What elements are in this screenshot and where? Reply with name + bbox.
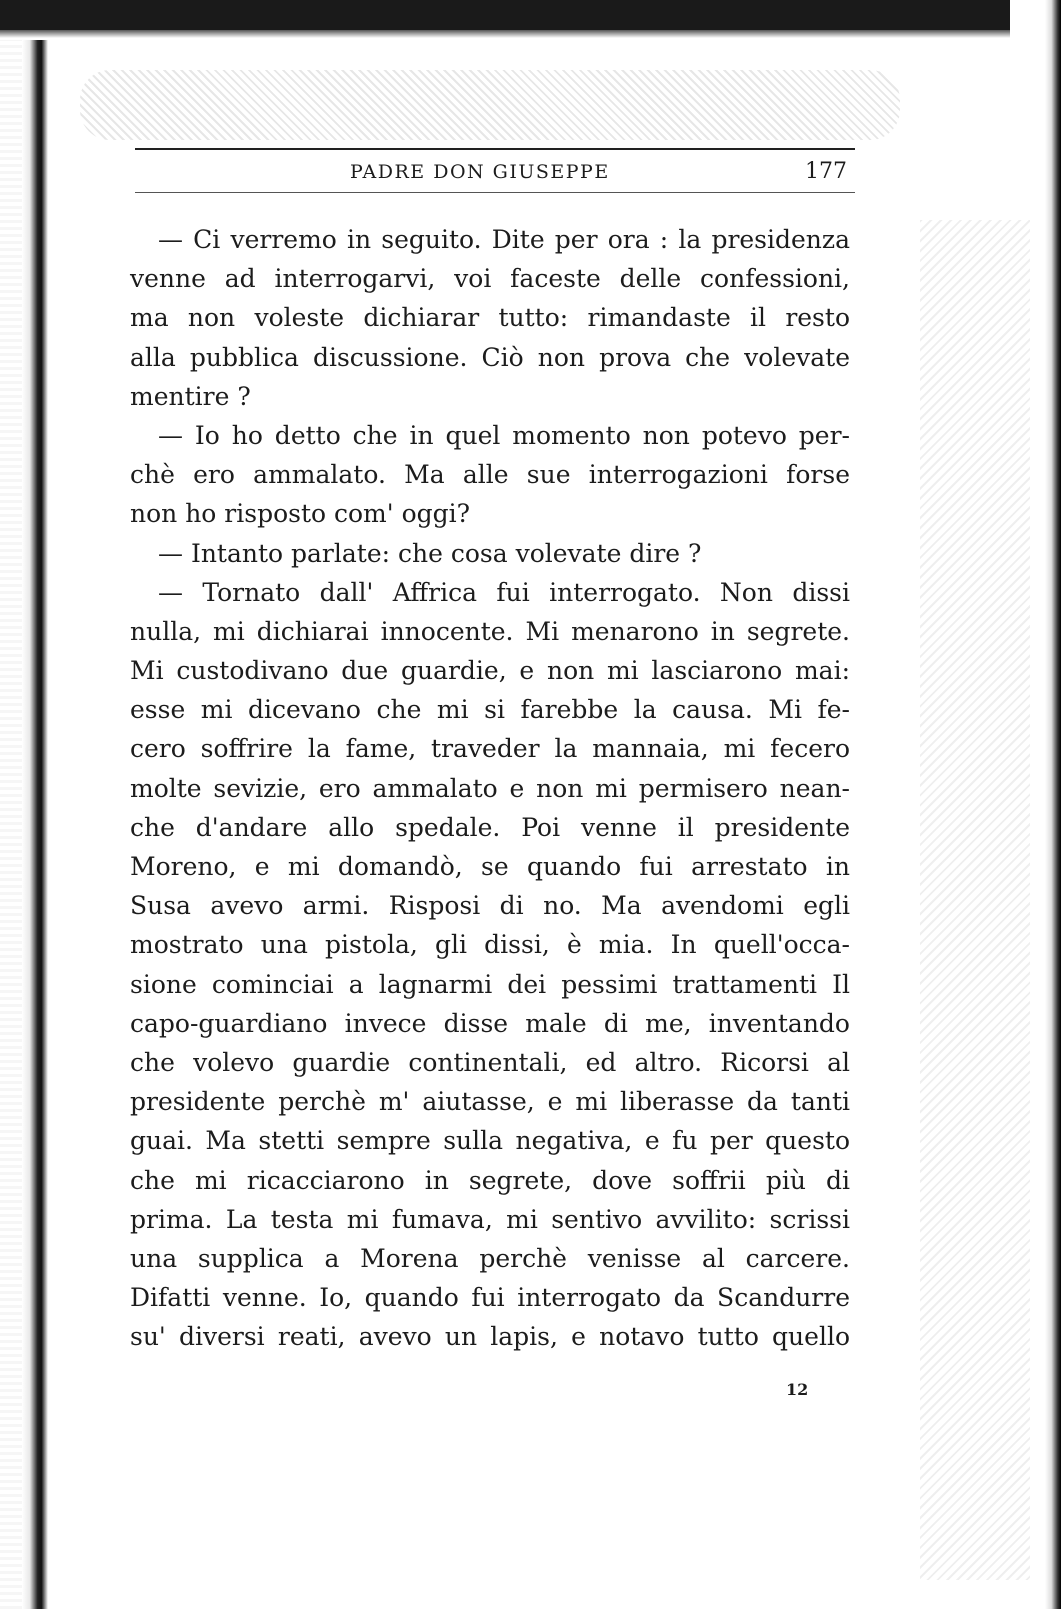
text-line: ma non voleste dichiarar tutto: rimandaste il resto [130, 303, 850, 333]
scan-margin-speckle [920, 220, 1030, 1580]
signature-mark: 12 [786, 1380, 809, 1399]
text-line: sione cominciai a lagnarmi dei pessimi trattamenti Il [130, 969, 850, 999]
running-head-title: PADRE DON GIUSEPPE [350, 161, 610, 183]
text-line: cero soffrire la fame, traveder la mannaia, mi fecero [130, 734, 850, 764]
scan-right-border [1045, 0, 1061, 1609]
text-line: che mi ricacciarono in segrete, dove soffrii più di [130, 1165, 850, 1195]
text-line: alla pubblica discussione. Ciò non prova che volevate [130, 342, 850, 372]
scan-bleed-through [80, 70, 900, 140]
text-line: — Tornato dall' Affrica fui interrogato. Non dissi [158, 577, 850, 607]
header-rule-bottom [135, 192, 855, 193]
text-line: mentire ? [130, 381, 251, 411]
body-text [130, 220, 850, 1356]
text-line: capo-guardiano invece disse male di me, inventando [130, 1008, 850, 1038]
scan-left-shade [0, 40, 22, 1609]
text-line: — Intanto parlate: che cosa volevate dire ? [158, 538, 702, 568]
text-line: Difatti venne. Io, quando fui interrogato da Scandurre [130, 1283, 850, 1313]
scan-top-border [0, 0, 1010, 30]
text-line: prima. La testa mi fumava, mi sentivo avvilito: scrissi [130, 1204, 850, 1234]
text-line: esse mi dicevano che mi si farebbe la causa. Mi fe- [130, 695, 850, 725]
page-number: 177 [805, 159, 847, 184]
text-line: che d'andare allo spedale. Poi venne il presidente [130, 812, 850, 842]
text-line: presidente perchè m' aiutasse, e mi liberasse da tanti [130, 1087, 850, 1117]
text-line: chè ero ammalato. Ma alle sue interrogazioni forse [130, 460, 850, 490]
text-line: venne ad interrogarvi, voi faceste delle confessioni, [130, 264, 850, 294]
text-line: Susa avevo armi. Risposi di no. Ma avendomi egli [130, 891, 850, 921]
text-line: nulla, mi dichiarai innocente. Mi menarono in segrete. [130, 616, 850, 646]
scan-left-border [22, 40, 48, 1609]
text-line: non ho risposto com' oggi? [130, 499, 471, 529]
text-line: che volevo guardie continentali, ed altro. Ricorsi al [130, 1047, 850, 1077]
text-line: molte sevizie, ero ammalato e non mi permisero nean- [130, 773, 850, 803]
text-line: Moreno, e mi domandò, se quando fui arrestato in [130, 852, 850, 881]
text-line: Mi custodivano due guardie, e non mi lasciarono mai: [130, 656, 850, 686]
running-head [135, 148, 855, 198]
text-line: — Io ho detto che in quel momento non potevo per- [158, 420, 850, 450]
text-line: mostrato una pistola, gli dissi, è mia. In quell'occa- [130, 930, 850, 960]
text-line: — Ci verremo in seguito. Dite per ora : la presidenza [158, 225, 850, 254]
scan-top-shadow [0, 30, 1010, 38]
text-line: una supplica a Morena perchè venisse al carcere. [130, 1243, 850, 1273]
text-line: guai. Ma stetti sempre sulla negativa, e fu per questo [130, 1126, 850, 1156]
header-rule-top [135, 148, 855, 150]
text-line: su' diversi reati, avevo un lapis, e notavo tutto quello [130, 1322, 850, 1352]
